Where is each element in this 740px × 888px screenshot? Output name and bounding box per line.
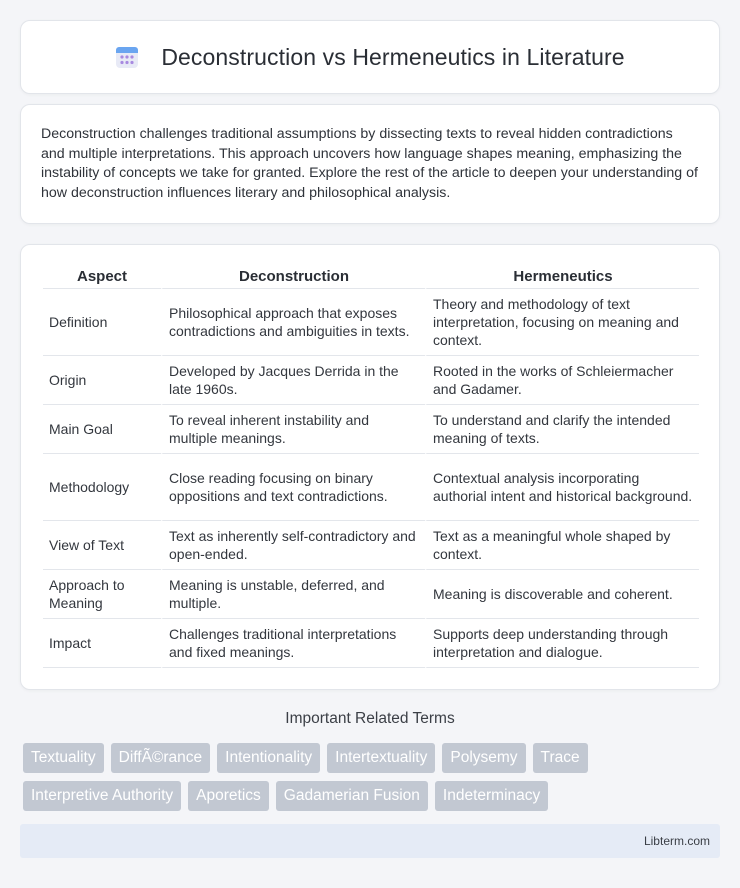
tag-textuality[interactable]: Textuality — [23, 743, 104, 773]
related-terms-tags — [23, 743, 723, 819]
comparison-card — [20, 244, 720, 690]
row-aspect: View of Text — [43, 521, 161, 570]
comparison-table — [43, 265, 699, 668]
row-deconstruction: Close reading focusing on binary oppositions and text contradictions. — [161, 454, 425, 521]
table-header-row — [43, 265, 699, 289]
header-aspect: Aspect — [43, 265, 161, 289]
page-title: Deconstruction vs Hermeneutics in Literature — [161, 43, 625, 70]
tag-trace[interactable]: Trace — [533, 743, 588, 773]
tag-row — [23, 781, 723, 811]
row-deconstruction: To reveal inherent instability and multiple meanings. — [161, 405, 425, 454]
footer-site-link[interactable]: Libterm.com — [643, 834, 710, 848]
table-row — [43, 619, 699, 668]
tag-interpretive-authority[interactable]: Interpretive Authority — [23, 781, 181, 811]
row-aspect: Methodology — [43, 454, 161, 521]
tag-differance[interactable]: DiffÃ©rance — [111, 743, 211, 773]
table-row — [43, 570, 699, 619]
row-aspect: Definition — [43, 289, 161, 356]
table-row — [43, 454, 699, 521]
row-aspect: Origin — [43, 356, 161, 405]
row-deconstruction: Developed by Jacques Derrida in the late 1960s. — [161, 356, 425, 405]
row-deconstruction: Meaning is unstable, deferred, and multiple. — [161, 570, 425, 619]
tag-row — [23, 743, 723, 773]
intro-card — [20, 104, 720, 224]
header-hermeneutics: Hermeneutics — [425, 265, 699, 289]
footer — [20, 824, 720, 858]
tag-intentionality[interactable]: Intentionality — [217, 743, 320, 773]
related-terms-title: Important Related Terms — [285, 710, 455, 727]
row-aspect: Main Goal — [43, 405, 161, 454]
tag-gadamerian-fusion[interactable]: Gadamerian Fusion — [276, 781, 428, 811]
header-deconstruction: Deconstruction — [161, 265, 425, 289]
calendar-grid-icon — [115, 45, 139, 69]
row-aspect: Impact — [43, 619, 161, 668]
table-row — [43, 289, 699, 356]
intro-text: Deconstruction challenges traditional assumptions by dissecting texts to reveal hidden contradictions and multiple interpretations. This approach uncovers how language shapes meaning, emphasizing the instability of concepts we take for granted. Explore the rest of the article to deepen your understanding of how deconstruction influences literary and philosophical analysis. — [41, 126, 698, 201]
row-hermeneutics: Meaning is discoverable and coherent. — [425, 570, 699, 619]
row-deconstruction: Text as inherently self-contradictory and open-ended. — [161, 521, 425, 570]
tag-intertextuality[interactable]: Intertextuality — [327, 743, 435, 773]
table-row — [43, 521, 699, 570]
tag-indeterminacy[interactable]: Indeterminacy — [435, 781, 548, 811]
row-hermeneutics: Text as a meaningful whole shaped by context. — [425, 521, 699, 570]
row-hermeneutics: To understand and clarify the intended meaning of texts. — [425, 405, 699, 454]
row-aspect: Approach to Meaning — [43, 570, 161, 619]
row-deconstruction: Philosophical approach that exposes contradictions and ambiguities in texts. — [161, 289, 425, 356]
row-deconstruction: Challenges traditional interpretations and fixed meanings. — [161, 619, 425, 668]
row-hermeneutics: Theory and methodology of text interpretation, focusing on meaning and context. — [425, 289, 699, 356]
table-row — [43, 405, 699, 454]
row-hermeneutics: Supports deep understanding through interpretation and dialogue. — [425, 619, 699, 668]
header-card — [20, 20, 720, 94]
tag-aporetics[interactable]: Aporetics — [188, 781, 269, 811]
row-hermeneutics: Contextual analysis incorporating authorial intent and historical background. — [425, 454, 699, 521]
tag-polysemy[interactable]: Polysemy — [442, 743, 525, 773]
table-row — [43, 356, 699, 405]
row-hermeneutics: Rooted in the works of Schleiermacher and Gadamer. — [425, 356, 699, 405]
